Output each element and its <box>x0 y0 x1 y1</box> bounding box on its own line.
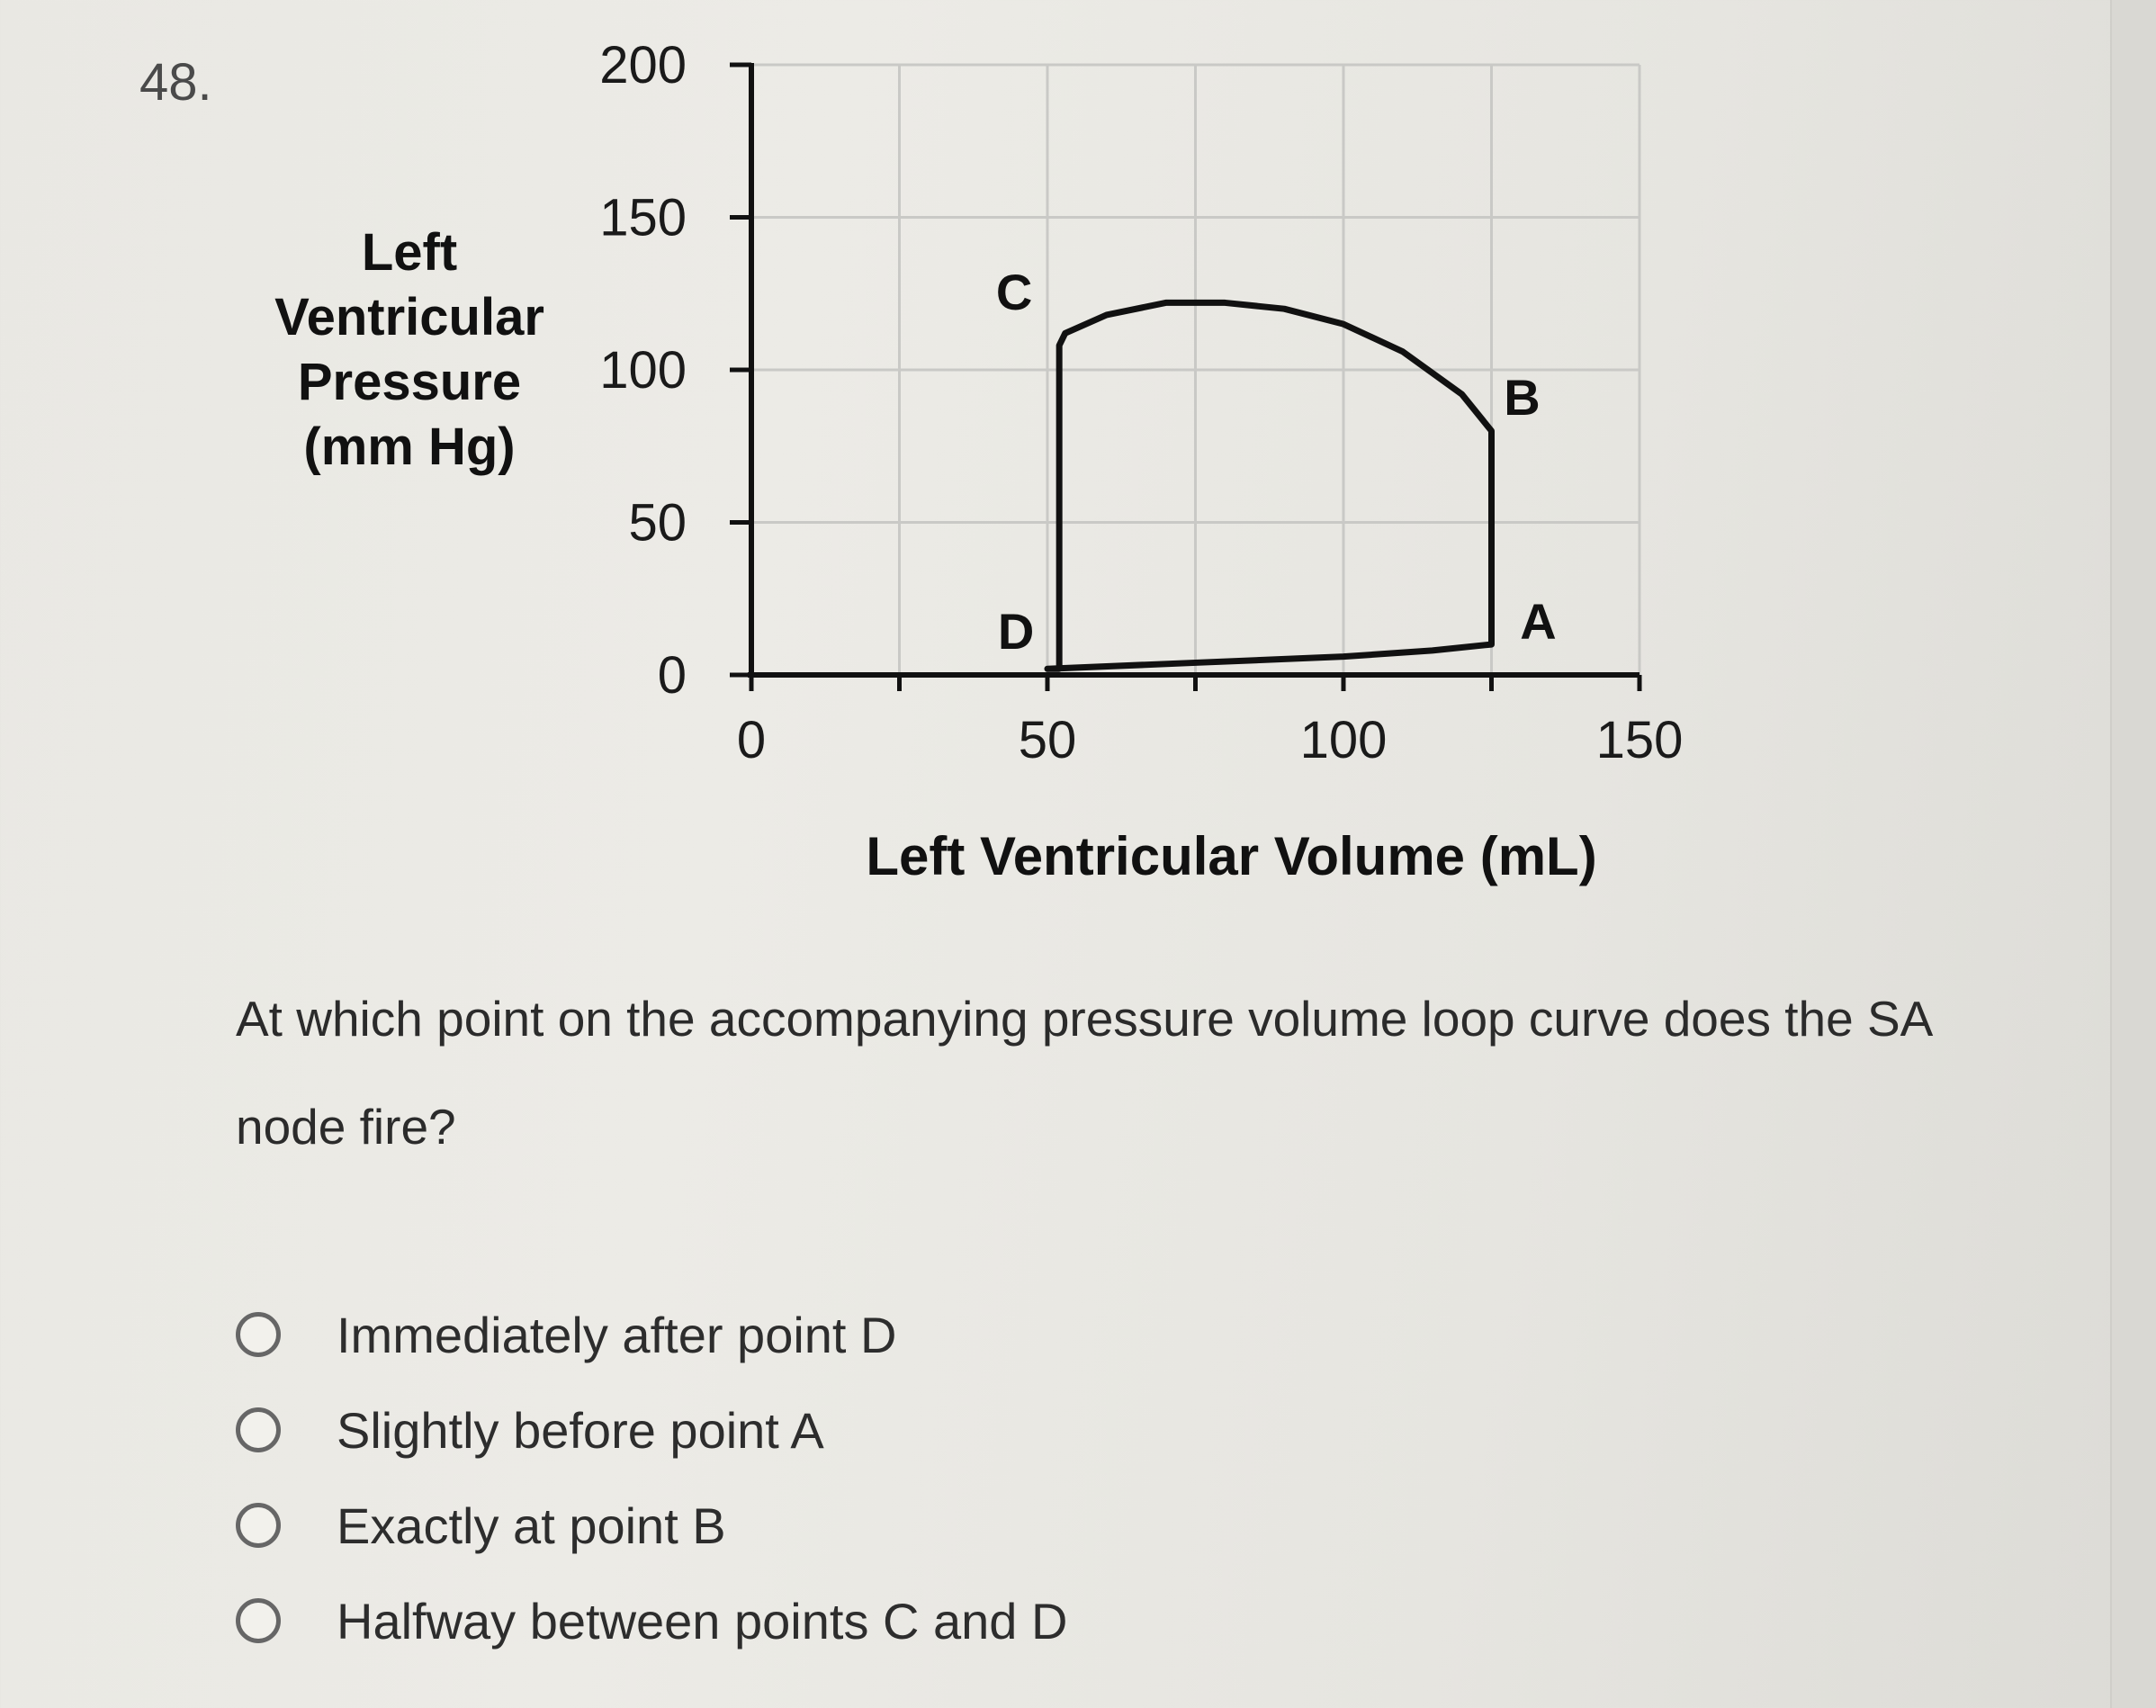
pressure-volume-chart <box>0 0 1764 918</box>
x-tick-label: 100 <box>1299 711 1388 769</box>
x-tick-label: 50 <box>1018 711 1077 769</box>
x-tick-label: 150 <box>1595 711 1684 769</box>
radio-button[interactable] <box>236 1312 281 1357</box>
x-axis-label: Left Ventricular Volume (mL) <box>866 826 1597 886</box>
option-label: Slightly before point A <box>337 1401 824 1459</box>
question-number: 48. <box>139 53 212 112</box>
option-label: Immediately after point D <box>337 1306 897 1363</box>
option-slightly-before-a[interactable] <box>236 1382 1496 1478</box>
y-tick-label: 150 <box>599 188 687 247</box>
question-text: At which point on the accompanying pressure volume loop curve does the SA node fire? <box>236 991 1931 1155</box>
point-label-b: B <box>1504 368 1541 426</box>
option-immediately-after-d[interactable] <box>236 1287 1496 1382</box>
right-edge-panel <box>2110 0 2156 1708</box>
option-exactly-at-b[interactable] <box>236 1478 1496 1573</box>
x-tick-label: 0 <box>736 711 767 769</box>
y-tick-label: 50 <box>628 493 687 553</box>
chart-svg <box>0 0 1764 918</box>
option-label: Exactly at point B <box>337 1497 726 1554</box>
y-tick-label: 100 <box>599 341 687 400</box>
point-label-d: D <box>997 603 1035 661</box>
option-halfway-c-d[interactable] <box>236 1573 1496 1668</box>
option-label: Halfway between points C and D <box>337 1592 1068 1650</box>
y-axis-label-line: Pressure <box>297 353 522 411</box>
y-axis-label-line: (mm Hg) <box>303 418 516 476</box>
y-tick-label: 200 <box>599 36 687 94</box>
pressure-volume-loop <box>1047 302 1492 669</box>
radio-button[interactable] <box>236 1598 281 1643</box>
y-tick-label: 0 <box>657 646 687 705</box>
y-axis-label-line: Left <box>361 223 458 282</box>
answer-options <box>236 1287 1496 1668</box>
point-label-c: C <box>995 263 1033 320</box>
y-axis-label-line: Ventricular <box>274 288 544 346</box>
radio-button[interactable] <box>236 1503 281 1548</box>
point-label-a: A <box>1520 593 1557 651</box>
radio-button[interactable] <box>236 1407 281 1452</box>
